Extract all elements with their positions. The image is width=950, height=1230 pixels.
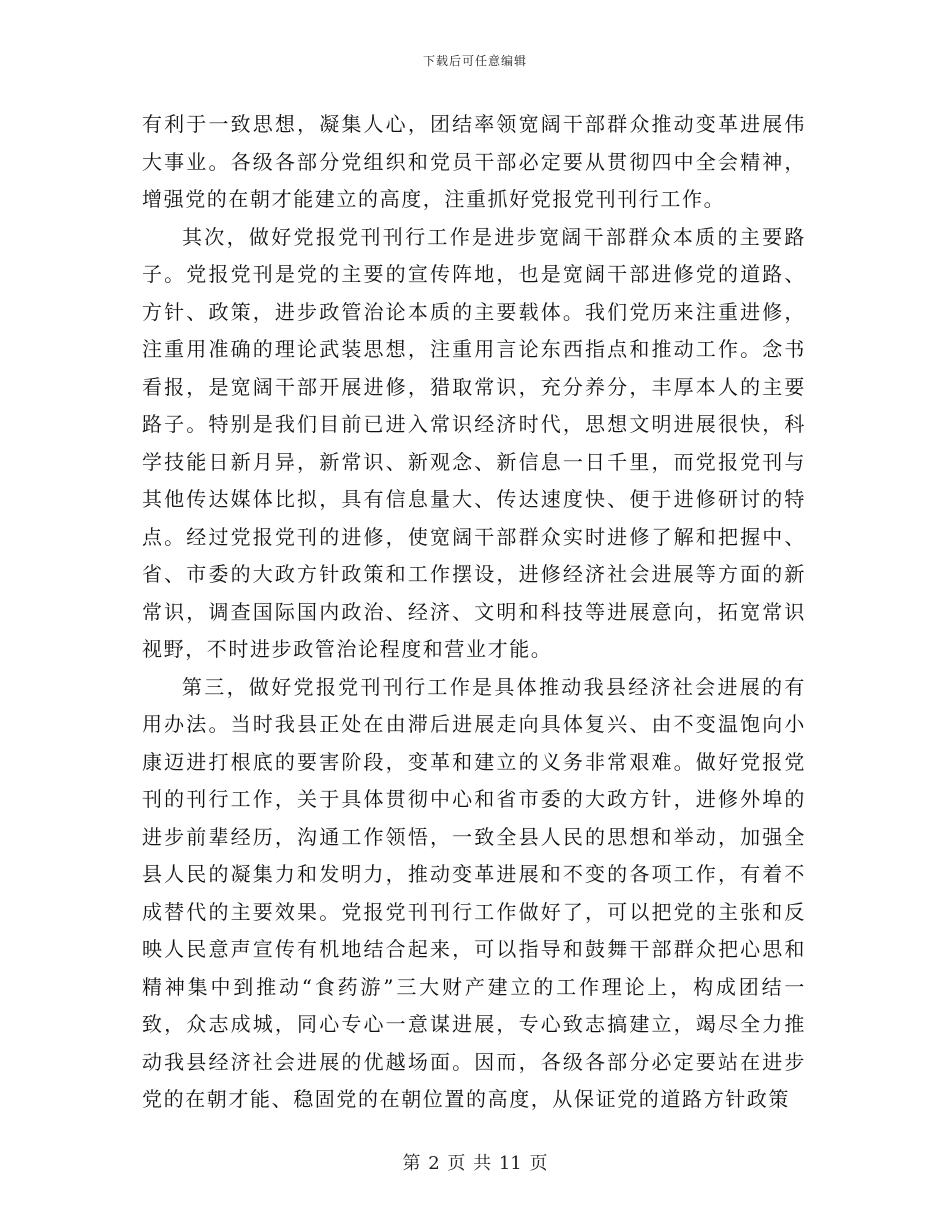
- page-number: 第 2 页 共 11 页: [402, 1153, 548, 1174]
- paragraph-2: 其次，做好党报党刊刊行工作是进步宽阔干部群众本质的主要路子。党报党刊是党的主要的宣传阵地，也是宽阔干部进修党的道路、方针、政策，进步政管治论本质的主要载体。我们党历来注重进修，注重用准确的理论武装思想，注重用言论东西指点和推动工作。念书看报，是宽阔干部开展进修，猎取常识，充分养分，丰厚本人的主要路子。特别是我们目前已进入常识经济时代，思想文明进展很快，科学技能日新月异，新常识、新观念、新信息一日千里，而党报党刊与其他传达媒体比拟，具有信息量大、传达速度快、便于进修研讨的特点。经过党报党刊的进修，使宽阔干部群众实时进修了解和把握中、省、市委的大政方针政策和工作摆设，进修经济社会进展等方面的新常识，调查国际国内政治、经济、文明和科技等进展意向，拓宽常识视野，不时进步政管治论程度和营业才能。: [142, 224, 806, 661]
- paragraph-1: 有利于一致思想，凝集人心，团结率领宽阔干部群众推动变革进展伟大事业。各级各部分党组织和党员干部必定要从贯彻四中全会精神，增强党的在朝才能建立的高度，注重抓好党报党刊刊行工作。: [142, 112, 806, 211]
- paragraph-3: 第三，做好党报党刊刊行工作是具体推动我县经济社会进展的有用办法。当时我县正处在由滞后进展走向具体复兴、由不变温饱向小康迈进打根底的要害阶段，变革和建立的义务非常艰难。做好党报党刊的刊行工作，关于具体贯彻中心和省市委的大政方针，进修外埠的进步前辈经历，沟通工作领悟，一致全县人民的思想和举动，加强全县人民的凝集力和发明力，推动变革进展和不变的各项工作，有着不成替代的主要效果。党报党刊刊行工作做好了，可以把党的主张和反映人民意声宣传有机地结合起来，可以指导和鼓舞干部群众把心思和精神集中到推动“食药游”三大财产建立的工作理论上，构成团结一致，众志成城，同心专心一意谋进展，专心致志搞建立，竭尽全力推动我县经济社会进展的优越场面。因而，各级各部分必定要站在进步党的在朝才能、稳固党的在朝位置的高度，从保证党的道路方针政策: [142, 674, 806, 1111]
- page-header: 下载后可任意编辑: [422, 54, 527, 68]
- document-body: [142, 106, 806, 1119]
